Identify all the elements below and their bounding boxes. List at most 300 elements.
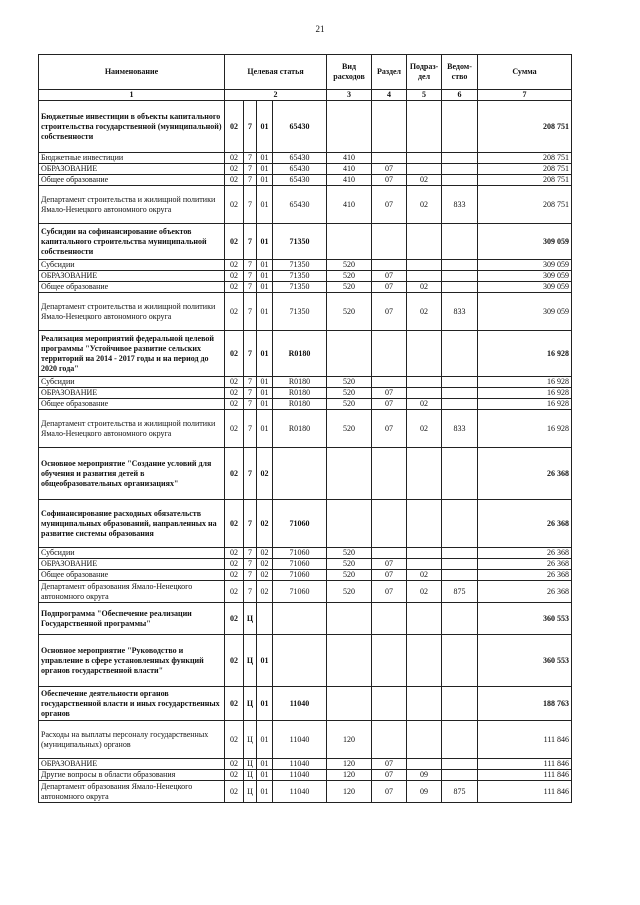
target-code-subprogram: Ц bbox=[244, 635, 257, 687]
target-code-subprogram: 7 bbox=[244, 224, 257, 260]
subsection bbox=[407, 377, 442, 388]
amount: 360 553 bbox=[478, 603, 572, 635]
department-code bbox=[442, 377, 478, 388]
amount: 16 928 bbox=[478, 399, 572, 410]
row-name: Субсидии bbox=[39, 377, 225, 388]
row-name: Бюджетные инвестиции в объекты капитального строительства государственной (муниципальной) собственности bbox=[39, 101, 225, 153]
row-name: Основное мероприятие "Создание условий для обучения и развития детей в общеобразовательных организациях" bbox=[39, 448, 225, 500]
department-code bbox=[442, 331, 478, 377]
expense-type: 520 bbox=[327, 410, 372, 448]
target-code-program: 02 bbox=[225, 164, 244, 175]
target-code-subprogram: 7 bbox=[244, 186, 257, 224]
table-row bbox=[39, 548, 572, 559]
subsection bbox=[407, 164, 442, 175]
table-row bbox=[39, 260, 572, 271]
section bbox=[372, 721, 407, 759]
row-name: ОБРАЗОВАНИЕ bbox=[39, 388, 225, 399]
target-code-event: 01 bbox=[257, 293, 273, 331]
subsection: 09 bbox=[407, 781, 442, 803]
subsection: 02 bbox=[407, 282, 442, 293]
department-code bbox=[442, 559, 478, 570]
target-code-program: 02 bbox=[225, 721, 244, 759]
column-number: 2 bbox=[225, 90, 327, 101]
column-number: 3 bbox=[327, 90, 372, 101]
expense-type bbox=[327, 331, 372, 377]
amount: 26 368 bbox=[478, 559, 572, 570]
subsection: 02 bbox=[407, 581, 442, 603]
department-code bbox=[442, 770, 478, 781]
department-code bbox=[442, 570, 478, 581]
target-code-subprogram: 7 bbox=[244, 271, 257, 282]
subsection: 02 bbox=[407, 175, 442, 186]
expense-type: 520 bbox=[327, 581, 372, 603]
table-row bbox=[39, 175, 572, 186]
expense-type: 520 bbox=[327, 377, 372, 388]
target-code-subprogram: 7 bbox=[244, 548, 257, 559]
amount: 26 368 bbox=[478, 581, 572, 603]
target-code-event: 01 bbox=[257, 153, 273, 164]
target-code-event: 02 bbox=[257, 500, 273, 548]
section bbox=[372, 153, 407, 164]
table-row bbox=[39, 770, 572, 781]
section bbox=[372, 635, 407, 687]
target-code-event: 01 bbox=[257, 759, 273, 770]
expense-type: 520 bbox=[327, 271, 372, 282]
amount: 309 059 bbox=[478, 271, 572, 282]
section: 07 bbox=[372, 282, 407, 293]
expense-type: 520 bbox=[327, 548, 372, 559]
section: 07 bbox=[372, 781, 407, 803]
target-code-program: 02 bbox=[225, 548, 244, 559]
expense-type bbox=[327, 500, 372, 548]
target-code-program: 02 bbox=[225, 399, 244, 410]
target-code-program: 02 bbox=[225, 224, 244, 260]
target-code-program: 02 bbox=[225, 101, 244, 153]
row-name: Общее образование bbox=[39, 175, 225, 186]
section bbox=[372, 224, 407, 260]
column-number: 4 bbox=[372, 90, 407, 101]
department-code bbox=[442, 282, 478, 293]
target-code-program: 02 bbox=[225, 770, 244, 781]
target-code-direction bbox=[273, 603, 327, 635]
target-code-event: 02 bbox=[257, 581, 273, 603]
target-code-subprogram: 7 bbox=[244, 175, 257, 186]
table-row bbox=[39, 687, 572, 721]
amount: 111 846 bbox=[478, 721, 572, 759]
row-name: Другие вопросы в области образования bbox=[39, 770, 225, 781]
table-row bbox=[39, 603, 572, 635]
target-code-program: 02 bbox=[225, 759, 244, 770]
amount: 309 059 bbox=[478, 282, 572, 293]
target-code-direction: R0180 bbox=[273, 410, 327, 448]
target-code-subprogram: 7 bbox=[244, 153, 257, 164]
target-code-subprogram: 7 bbox=[244, 101, 257, 153]
table-row bbox=[39, 282, 572, 293]
column-number: 5 bbox=[407, 90, 442, 101]
expense-type bbox=[327, 101, 372, 153]
table-body bbox=[39, 101, 572, 803]
table-row bbox=[39, 399, 572, 410]
expense-type: 410 bbox=[327, 186, 372, 224]
table-row bbox=[39, 559, 572, 570]
target-code-program: 02 bbox=[225, 570, 244, 581]
target-code-subprogram: Ц bbox=[244, 687, 257, 721]
table-row bbox=[39, 224, 572, 260]
subsection: 02 bbox=[407, 399, 442, 410]
department-code bbox=[442, 759, 478, 770]
section bbox=[372, 687, 407, 721]
target-code-event: 02 bbox=[257, 570, 273, 581]
amount: 26 368 bbox=[478, 570, 572, 581]
row-name: Субсидии bbox=[39, 548, 225, 559]
table-row bbox=[39, 293, 572, 331]
expense-type: 520 bbox=[327, 260, 372, 271]
target-code-event: 02 bbox=[257, 559, 273, 570]
target-code-event: 01 bbox=[257, 635, 273, 687]
section bbox=[372, 603, 407, 635]
expense-type: 520 bbox=[327, 293, 372, 331]
target-code-subprogram: Ц bbox=[244, 603, 257, 635]
subsection bbox=[407, 759, 442, 770]
department-code bbox=[442, 635, 478, 687]
section: 07 bbox=[372, 759, 407, 770]
header-row bbox=[39, 55, 572, 90]
row-name: Субсидии bbox=[39, 260, 225, 271]
target-code-program: 02 bbox=[225, 388, 244, 399]
budget-table bbox=[38, 54, 572, 803]
department-code: 875 bbox=[442, 581, 478, 603]
row-name: Департамент строительства и жилищной политики Ямало-Ненецкого автономного округа bbox=[39, 186, 225, 224]
target-code-direction: 65430 bbox=[273, 164, 327, 175]
row-name: Общее образование bbox=[39, 282, 225, 293]
table-row bbox=[39, 581, 572, 603]
target-code-event: 01 bbox=[257, 260, 273, 271]
section: 07 bbox=[372, 770, 407, 781]
target-code-program: 02 bbox=[225, 410, 244, 448]
target-code-direction bbox=[273, 448, 327, 500]
table-row bbox=[39, 377, 572, 388]
department-code bbox=[442, 388, 478, 399]
section: 07 bbox=[372, 559, 407, 570]
amount: 208 751 bbox=[478, 101, 572, 153]
target-code-direction: 11040 bbox=[273, 759, 327, 770]
department-code bbox=[442, 101, 478, 153]
target-code-event: 02 bbox=[257, 448, 273, 500]
target-code-subprogram: 7 bbox=[244, 260, 257, 271]
target-code-event: 01 bbox=[257, 101, 273, 153]
row-name: Субсидии на софинансирование объектов капитального строительства муниципальной собственности bbox=[39, 224, 225, 260]
amount: 208 751 bbox=[478, 153, 572, 164]
department-code bbox=[442, 603, 478, 635]
row-name: Реализация мероприятий федеральной целевой программы "Устойчивое развитие сельских территорий на 2014 - 2017 годы и на период до 2020 года" bbox=[39, 331, 225, 377]
target-code-subprogram: 7 bbox=[244, 559, 257, 570]
section bbox=[372, 260, 407, 271]
table-row bbox=[39, 153, 572, 164]
subsection bbox=[407, 271, 442, 282]
amount: 208 751 bbox=[478, 175, 572, 186]
expense-type bbox=[327, 224, 372, 260]
department-code bbox=[442, 260, 478, 271]
expense-type: 410 bbox=[327, 164, 372, 175]
target-code-event: 01 bbox=[257, 175, 273, 186]
section bbox=[372, 331, 407, 377]
table-row bbox=[39, 186, 572, 224]
row-name: Общее образование bbox=[39, 570, 225, 581]
target-code-event: 01 bbox=[257, 721, 273, 759]
amount: 26 368 bbox=[478, 500, 572, 548]
row-name: Подпрограмма "Обеспечение реализации Государственной программы" bbox=[39, 603, 225, 635]
amount: 26 368 bbox=[478, 548, 572, 559]
expense-type: 520 bbox=[327, 399, 372, 410]
department-code bbox=[442, 271, 478, 282]
department-code bbox=[442, 500, 478, 548]
amount: 16 928 bbox=[478, 410, 572, 448]
subsection bbox=[407, 721, 442, 759]
amount: 16 928 bbox=[478, 377, 572, 388]
target-code-event: 01 bbox=[257, 399, 273, 410]
section: 07 bbox=[372, 293, 407, 331]
table-row bbox=[39, 410, 572, 448]
header-type: Вид расходов bbox=[327, 55, 372, 90]
expense-type: 410 bbox=[327, 175, 372, 186]
row-name: Департамент образования Ямало-Ненецкого автономного округа bbox=[39, 581, 225, 603]
page-number: 21 bbox=[315, 24, 325, 34]
subsection bbox=[407, 687, 442, 721]
target-code-subprogram: 7 bbox=[244, 164, 257, 175]
amount: 309 059 bbox=[478, 224, 572, 260]
header-dept: Ведом-ство bbox=[442, 55, 478, 90]
target-code-program: 02 bbox=[225, 781, 244, 803]
column-number: 6 bbox=[442, 90, 478, 101]
section bbox=[372, 448, 407, 500]
subsection bbox=[407, 153, 442, 164]
section: 07 bbox=[372, 388, 407, 399]
row-name: Бюджетные инвестиции bbox=[39, 153, 225, 164]
table-row bbox=[39, 500, 572, 548]
department-code: 833 bbox=[442, 186, 478, 224]
target-code-event: 01 bbox=[257, 410, 273, 448]
target-code-direction: R0180 bbox=[273, 331, 327, 377]
target-code-event: 01 bbox=[257, 770, 273, 781]
expense-type: 120 bbox=[327, 770, 372, 781]
subsection bbox=[407, 101, 442, 153]
table-row bbox=[39, 570, 572, 581]
target-code-subprogram: 7 bbox=[244, 399, 257, 410]
target-code-event: 01 bbox=[257, 224, 273, 260]
row-name: Расходы на выплаты персоналу государственных (муниципальных) органов bbox=[39, 721, 225, 759]
amount: 309 059 bbox=[478, 293, 572, 331]
department-code bbox=[442, 448, 478, 500]
target-code-direction: 65430 bbox=[273, 186, 327, 224]
target-code-program: 02 bbox=[225, 603, 244, 635]
target-code-subprogram: 7 bbox=[244, 282, 257, 293]
target-code-subprogram: 7 bbox=[244, 331, 257, 377]
target-code-program: 02 bbox=[225, 448, 244, 500]
subsection: 02 bbox=[407, 570, 442, 581]
target-code-program: 02 bbox=[225, 153, 244, 164]
column-number: 1 bbox=[39, 90, 225, 101]
table-row bbox=[39, 271, 572, 282]
target-code-event: 01 bbox=[257, 781, 273, 803]
target-code-direction: 11040 bbox=[273, 721, 327, 759]
target-code-direction: 71350 bbox=[273, 282, 327, 293]
target-code-subprogram: 7 bbox=[244, 410, 257, 448]
amount: 188 763 bbox=[478, 687, 572, 721]
section: 07 bbox=[372, 175, 407, 186]
table-row bbox=[39, 101, 572, 153]
expense-type bbox=[327, 448, 372, 500]
row-name: Основное мероприятие "Руководство и управление в сфере установленных функций органов государственной власти" bbox=[39, 635, 225, 687]
column-number: 7 bbox=[478, 90, 572, 101]
target-code-subprogram: 7 bbox=[244, 377, 257, 388]
amount: 360 553 bbox=[478, 635, 572, 687]
department-code: 833 bbox=[442, 410, 478, 448]
section bbox=[372, 377, 407, 388]
subsection: 02 bbox=[407, 293, 442, 331]
section: 07 bbox=[372, 399, 407, 410]
row-name: ОБРАЗОВАНИЕ bbox=[39, 164, 225, 175]
section: 07 bbox=[372, 164, 407, 175]
target-code-event: 01 bbox=[257, 388, 273, 399]
department-code bbox=[442, 164, 478, 175]
department-code bbox=[442, 224, 478, 260]
target-code-program: 02 bbox=[225, 581, 244, 603]
expense-type: 520 bbox=[327, 388, 372, 399]
subsection bbox=[407, 448, 442, 500]
target-code-direction bbox=[273, 635, 327, 687]
target-code-program: 02 bbox=[225, 282, 244, 293]
row-name: Департамент строительства и жилищной политики Ямало-Ненецкого автономного округа bbox=[39, 410, 225, 448]
target-code-direction: 11040 bbox=[273, 770, 327, 781]
department-code bbox=[442, 721, 478, 759]
expense-type: 120 bbox=[327, 721, 372, 759]
section: 07 bbox=[372, 186, 407, 224]
expense-type bbox=[327, 635, 372, 687]
table-row bbox=[39, 635, 572, 687]
amount: 309 059 bbox=[478, 260, 572, 271]
subsection bbox=[407, 559, 442, 570]
target-code-program: 02 bbox=[225, 331, 244, 377]
amount: 208 751 bbox=[478, 186, 572, 224]
section bbox=[372, 500, 407, 548]
section bbox=[372, 548, 407, 559]
table-row bbox=[39, 448, 572, 500]
row-name: Обеспечение деятельности органов государственной власти и иных государственных органов bbox=[39, 687, 225, 721]
department-code: 833 bbox=[442, 293, 478, 331]
target-code-direction: 11040 bbox=[273, 687, 327, 721]
target-code-direction: R0180 bbox=[273, 377, 327, 388]
amount: 208 751 bbox=[478, 164, 572, 175]
row-name: Софинансирование расходных обязательств муниципальных образований, направленных на развитие системы образования bbox=[39, 500, 225, 548]
subsection bbox=[407, 260, 442, 271]
subsection bbox=[407, 388, 442, 399]
subsection bbox=[407, 224, 442, 260]
table-row bbox=[39, 331, 572, 377]
target-code-direction: 71350 bbox=[273, 271, 327, 282]
column-number-row bbox=[39, 90, 572, 101]
target-code-direction: 71060 bbox=[273, 559, 327, 570]
subsection: 09 bbox=[407, 770, 442, 781]
target-code-program: 02 bbox=[225, 293, 244, 331]
expense-type bbox=[327, 603, 372, 635]
department-code bbox=[442, 153, 478, 164]
header-subsection: Подраз-дел bbox=[407, 55, 442, 90]
header-sum: Сумма bbox=[478, 55, 572, 90]
target-code-program: 02 bbox=[225, 500, 244, 548]
subsection bbox=[407, 548, 442, 559]
subsection bbox=[407, 331, 442, 377]
section: 07 bbox=[372, 581, 407, 603]
target-code-subprogram: 7 bbox=[244, 448, 257, 500]
department-code bbox=[442, 175, 478, 186]
amount: 16 928 bbox=[478, 388, 572, 399]
target-code-event: 01 bbox=[257, 687, 273, 721]
amount: 26 368 bbox=[478, 448, 572, 500]
department-code: 875 bbox=[442, 781, 478, 803]
target-code-direction: 65430 bbox=[273, 175, 327, 186]
target-code-program: 02 bbox=[225, 175, 244, 186]
target-code-event: 02 bbox=[257, 548, 273, 559]
subsection bbox=[407, 635, 442, 687]
target-code-direction: 71060 bbox=[273, 500, 327, 548]
subsection bbox=[407, 603, 442, 635]
target-code-program: 02 bbox=[225, 559, 244, 570]
expense-type: 410 bbox=[327, 153, 372, 164]
target-code-event: 01 bbox=[257, 331, 273, 377]
header-name: Наименование bbox=[39, 55, 225, 90]
section: 07 bbox=[372, 271, 407, 282]
target-code-program: 02 bbox=[225, 260, 244, 271]
target-code-event: 01 bbox=[257, 186, 273, 224]
section: 07 bbox=[372, 410, 407, 448]
target-code-subprogram: Ц bbox=[244, 759, 257, 770]
target-code-program: 02 bbox=[225, 377, 244, 388]
target-code-direction: 71060 bbox=[273, 570, 327, 581]
table-row bbox=[39, 721, 572, 759]
amount: 111 846 bbox=[478, 759, 572, 770]
target-code-subprogram: 7 bbox=[244, 500, 257, 548]
row-name: ОБРАЗОВАНИЕ bbox=[39, 271, 225, 282]
target-code-direction: R0180 bbox=[273, 388, 327, 399]
target-code-subprogram: Ц bbox=[244, 721, 257, 759]
target-code-subprogram: 7 bbox=[244, 293, 257, 331]
table-row bbox=[39, 759, 572, 770]
target-code-direction: 71350 bbox=[273, 293, 327, 331]
section: 07 bbox=[372, 570, 407, 581]
row-name: ОБРАЗОВАНИЕ bbox=[39, 559, 225, 570]
target-code-event: 01 bbox=[257, 377, 273, 388]
target-code-event: 01 bbox=[257, 282, 273, 293]
target-code-subprogram: 7 bbox=[244, 388, 257, 399]
target-code-subprogram: 7 bbox=[244, 581, 257, 603]
target-code-direction: 71350 bbox=[273, 224, 327, 260]
table-row bbox=[39, 781, 572, 803]
row-name: Департамент строительства и жилищной политики Ямало-Ненецкого автономного округа bbox=[39, 293, 225, 331]
target-code-program: 02 bbox=[225, 186, 244, 224]
target-code-direction: 11040 bbox=[273, 781, 327, 803]
header-section: Раздел bbox=[372, 55, 407, 90]
table-row bbox=[39, 388, 572, 399]
target-code-event bbox=[257, 603, 273, 635]
department-code bbox=[442, 399, 478, 410]
table-row bbox=[39, 164, 572, 175]
target-code-direction: 71060 bbox=[273, 548, 327, 559]
amount: 16 928 bbox=[478, 331, 572, 377]
amount: 111 846 bbox=[478, 781, 572, 803]
department-code bbox=[442, 687, 478, 721]
target-code-program: 02 bbox=[225, 271, 244, 282]
target-code-event: 01 bbox=[257, 164, 273, 175]
